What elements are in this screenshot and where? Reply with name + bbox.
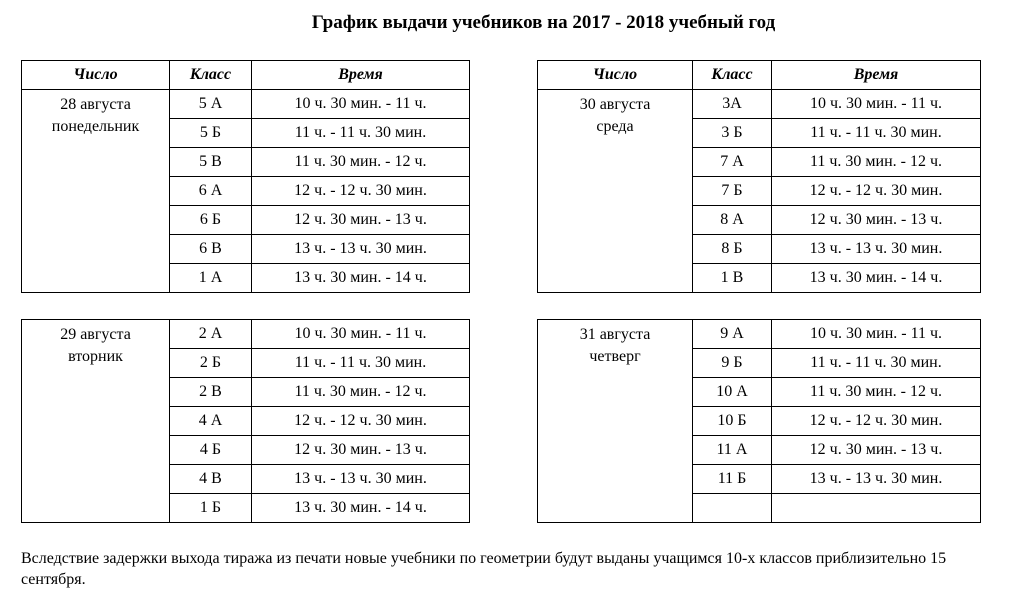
day-weekday: среда bbox=[596, 118, 634, 135]
time-cell: 11 ч. 30 мин. - 12 ч. bbox=[252, 148, 470, 177]
time-cell: 11 ч. 30 мин. - 12 ч. bbox=[252, 378, 470, 407]
table-row bbox=[538, 90, 981, 119]
schedule-table-aug-28 bbox=[21, 60, 470, 293]
time-cell: 11 ч. - 11 ч. 30 мин. bbox=[252, 119, 470, 148]
class-cell: 6 В bbox=[170, 235, 252, 264]
class-cell: 3 Б bbox=[693, 119, 772, 148]
class-cell: 11 Б bbox=[693, 465, 772, 494]
class-cell: 7 Б bbox=[693, 177, 772, 206]
class-cell: 2 Б bbox=[170, 349, 252, 378]
header-class: Класс bbox=[170, 61, 252, 90]
header-time: Время bbox=[252, 61, 470, 90]
time-cell: 13 ч. 30 мин. - 14 ч. bbox=[772, 264, 981, 293]
time-cell: 13 ч. - 13 ч. 30 мин. bbox=[252, 235, 470, 264]
day-date: 29 августа bbox=[60, 326, 131, 343]
day-cell bbox=[538, 90, 693, 293]
day-weekday: четверг bbox=[589, 348, 641, 365]
time-cell: 11 ч. - 11 ч. 30 мин. bbox=[772, 349, 981, 378]
time-cell: 11 ч. - 11 ч. 30 мин. bbox=[252, 349, 470, 378]
table-header-row bbox=[22, 61, 470, 90]
time-cell bbox=[772, 494, 981, 523]
class-cell: 4 А bbox=[170, 407, 252, 436]
footnote: Вследствие задержки выхода тиража из печати новые учебники по геометрии будут выданы учащимся 10-х классов приблизительно 15 сентября. bbox=[21, 550, 947, 588]
time-cell: 11 ч. 30 мин. - 12 ч. bbox=[772, 148, 981, 177]
day-cell bbox=[22, 320, 170, 523]
class-cell: 10 Б bbox=[693, 407, 772, 436]
time-cell: 12 ч. - 12 ч. 30 мин. bbox=[252, 177, 470, 206]
schedule-table-aug-31 bbox=[537, 319, 981, 523]
time-cell: 11 ч. - 11 ч. 30 мин. bbox=[772, 119, 981, 148]
day-weekday: вторник bbox=[68, 348, 123, 365]
class-cell: 1 Б bbox=[170, 494, 252, 523]
time-cell: 10 ч. 30 мин. - 11 ч. bbox=[772, 320, 981, 349]
class-cell: 6 Б bbox=[170, 206, 252, 235]
header-time: Время bbox=[772, 61, 981, 90]
time-cell: 13 ч. - 13 ч. 30 мин. bbox=[252, 465, 470, 494]
class-cell: 9 А bbox=[693, 320, 772, 349]
time-cell: 12 ч. 30 мин. - 13 ч. bbox=[252, 436, 470, 465]
time-cell: 12 ч. - 12 ч. 30 мин. bbox=[772, 177, 981, 206]
table-header-row bbox=[538, 61, 981, 90]
class-cell: 5 А bbox=[170, 90, 252, 119]
class-cell: 4 В bbox=[170, 465, 252, 494]
day-date: 28 августа bbox=[60, 96, 131, 113]
header-class: Класс bbox=[693, 61, 772, 90]
schedule-table-aug-30 bbox=[537, 60, 981, 293]
page-title: График выдачи учебников на 2017 - 2018 учебный год bbox=[311, 12, 776, 33]
class-cell bbox=[693, 494, 772, 523]
class-cell: 4 Б bbox=[170, 436, 252, 465]
time-cell: 12 ч. 30 мин. - 13 ч. bbox=[772, 206, 981, 235]
table-row bbox=[22, 90, 470, 119]
class-cell: 7 А bbox=[693, 148, 772, 177]
time-cell: 11 ч. 30 мин. - 12 ч. bbox=[772, 378, 981, 407]
time-cell: 13 ч. - 13 ч. 30 мин. bbox=[772, 235, 981, 264]
day-cell bbox=[538, 320, 693, 523]
header-date: Число bbox=[22, 61, 170, 90]
class-cell: 1 А bbox=[170, 264, 252, 293]
class-cell: 10 А bbox=[693, 378, 772, 407]
time-cell: 13 ч. 30 мин. - 14 ч. bbox=[252, 264, 470, 293]
class-cell: 6 А bbox=[170, 177, 252, 206]
day-weekday: понедельник bbox=[51, 118, 140, 135]
time-cell: 13 ч. - 13 ч. 30 мин. bbox=[772, 465, 981, 494]
class-cell: 8 Б bbox=[693, 235, 772, 264]
table-row bbox=[22, 320, 470, 349]
class-cell: 9 Б bbox=[693, 349, 772, 378]
day-cell bbox=[22, 90, 170, 293]
class-cell: 5 В bbox=[170, 148, 252, 177]
time-cell: 12 ч. - 12 ч. 30 мин. bbox=[772, 407, 981, 436]
class-cell: 8 А bbox=[693, 206, 772, 235]
table-row bbox=[538, 320, 981, 349]
class-cell: 2 А bbox=[170, 320, 252, 349]
class-cell: 3А bbox=[693, 90, 772, 119]
header-date: Число bbox=[538, 61, 693, 90]
schedule-table-aug-29 bbox=[21, 319, 470, 523]
time-cell: 12 ч. 30 мин. - 13 ч. bbox=[252, 206, 470, 235]
time-cell: 10 ч. 30 мин. - 11 ч. bbox=[772, 90, 981, 119]
day-date: 31 августа bbox=[579, 326, 651, 343]
time-cell: 13 ч. 30 мин. - 14 ч. bbox=[252, 494, 470, 523]
time-cell: 10 ч. 30 мин. - 11 ч. bbox=[252, 320, 470, 349]
class-cell: 5 Б bbox=[170, 119, 252, 148]
class-cell: 1 В bbox=[693, 264, 772, 293]
day-date: 30 августа bbox=[579, 96, 651, 113]
class-cell: 2 В bbox=[170, 378, 252, 407]
time-cell: 12 ч. - 12 ч. 30 мин. bbox=[252, 407, 470, 436]
class-cell: 11 А bbox=[693, 436, 772, 465]
time-cell: 12 ч. 30 мин. - 13 ч. bbox=[772, 436, 981, 465]
time-cell: 10 ч. 30 мин. - 11 ч. bbox=[252, 90, 470, 119]
